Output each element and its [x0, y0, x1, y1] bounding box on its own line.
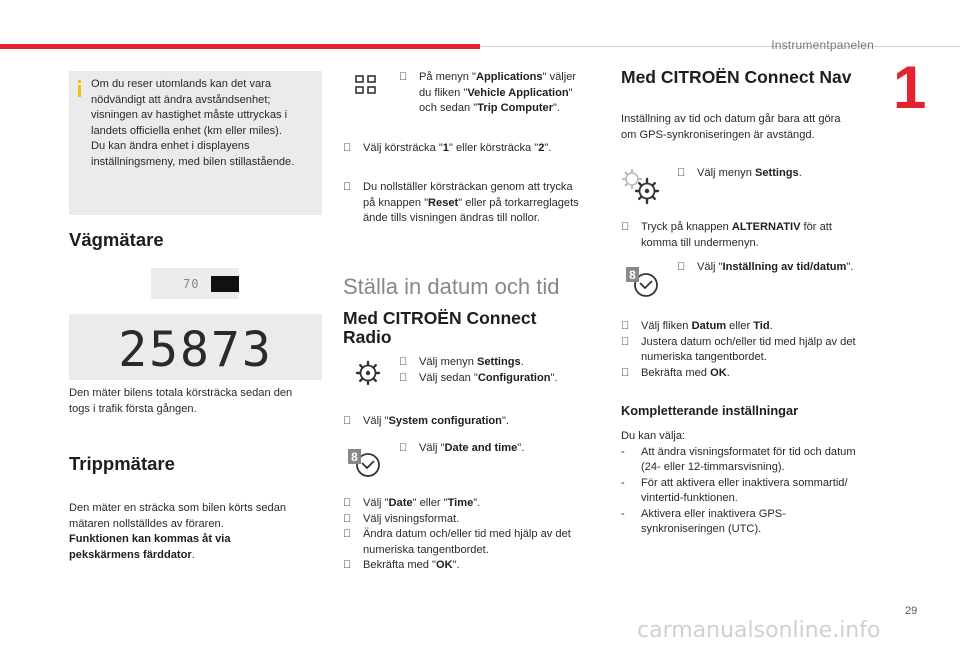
- radio-steps-settings: Välj menyn Settings. Välj sedan "Configuration".: [419, 356, 558, 384]
- nav-intro: Inställning av tid och datum går bara att göra om GPS-synkroniseringen är avstängd.: [621, 113, 841, 141]
- radio-step-date-time: Välj "Date and time".: [419, 442, 525, 454]
- page-number: 29: [905, 605, 918, 617]
- radio-steps-adjust: Välj "Date" eller "Time". Välj visningsformat. Ändra datum och/eller tid med hjälp av det numeriska tangentbordet. Bekräfta med "OK".: [363, 497, 571, 571]
- odometer-title: Vägmätare: [69, 229, 164, 250]
- odometer-description: Den mäter bilens totala körsträcka sedan den togs i trafik första gången.: [69, 387, 293, 415]
- connect-radio-title: Med CITROËN Connect Radio: [343, 308, 537, 347]
- odometer-small-display: 70: [151, 268, 239, 299]
- connect-nav-title: Med CITROËN Connect Nav: [621, 67, 852, 87]
- clock-8-icon: [625, 266, 659, 298]
- nav-step-alternativ: Tryck på knappen ALTERNATIV för att komma till undermenyn.: [641, 221, 832, 249]
- info-note-text: Om du reser utomlands kan det vara nödvändigt att ändra avståndsenhet; visningen av hastighet måste uttryckas i landets officiella enhet (km eller miles). Du kan ändra enhet i displayens inställningsmeny, med bilen stillastående.: [91, 78, 295, 168]
- date-time-title: Ställa in datum och tid: [343, 274, 560, 299]
- nav-step-settings: Välj menyn Settings.: [697, 167, 802, 179]
- nav-step-time-date: Välj "Inställning av tid/datum".: [697, 261, 854, 273]
- extra-settings-title: Kompletterande inställningar: [621, 403, 799, 418]
- step-applications: På menyn "Applications" väljer du fliken "Vehicle Application" och sedan "Trip Computer".: [399, 70, 599, 117]
- apps-grid-icon: [355, 75, 377, 95]
- header-accent-bar: [0, 44, 480, 49]
- trip-meter-title: Trippmätare: [69, 453, 175, 474]
- watermark: carmanualsonline.info: [637, 618, 881, 643]
- header-rule: [480, 46, 960, 47]
- info-icon: [78, 80, 81, 97]
- radio-step-system-config: Välj "System configuration".: [363, 415, 509, 427]
- extra-settings-list: Du kan välja: - Att ändra visningsformatet för tid och datum (24- eller 12-timmarsvisning). - För att aktivera eller inaktivera sommartid/ vintertid-funktionen. - Aktivera eller inaktivera GPS- synkroniseringen (UTC).: [621, 430, 856, 535]
- svg-text:8: 8: [351, 450, 358, 464]
- step-reset-trip: Du nollställer körsträckan genom att trycka på knappen "Reset" eller på torkarreglagets ände tills visningen ändras till nollor.: [363, 181, 579, 224]
- chapter-name: Instrumentpanelen: [771, 38, 874, 52]
- chapter-number: 1: [893, 54, 927, 121]
- settings-gears-icon: [621, 168, 661, 206]
- odometer-display: [69, 314, 322, 380]
- trip-meter-description: Den mäter en sträcka som bilen körts sedan mätaren nollställdes av föraren. Funktionen kan kommas åt via pekskärmens färddator.: [69, 502, 287, 561]
- svg-text:8: 8: [629, 268, 636, 282]
- step-select-trip: Välj körsträcka "1" eller körsträcka "2".: [363, 142, 552, 154]
- nav-steps-adjust: Välj fliken Datum eller Tid. Justera datum och/eller tid med hjälp av det numeriska tangentbordet. Bekräfta med OK.: [641, 320, 856, 379]
- odometer-reading: 25873: [118, 322, 273, 378]
- settings-gear-icon: [355, 360, 381, 386]
- clock-8-icon: [347, 448, 381, 478]
- bullet-icon: [399, 70, 407, 86]
